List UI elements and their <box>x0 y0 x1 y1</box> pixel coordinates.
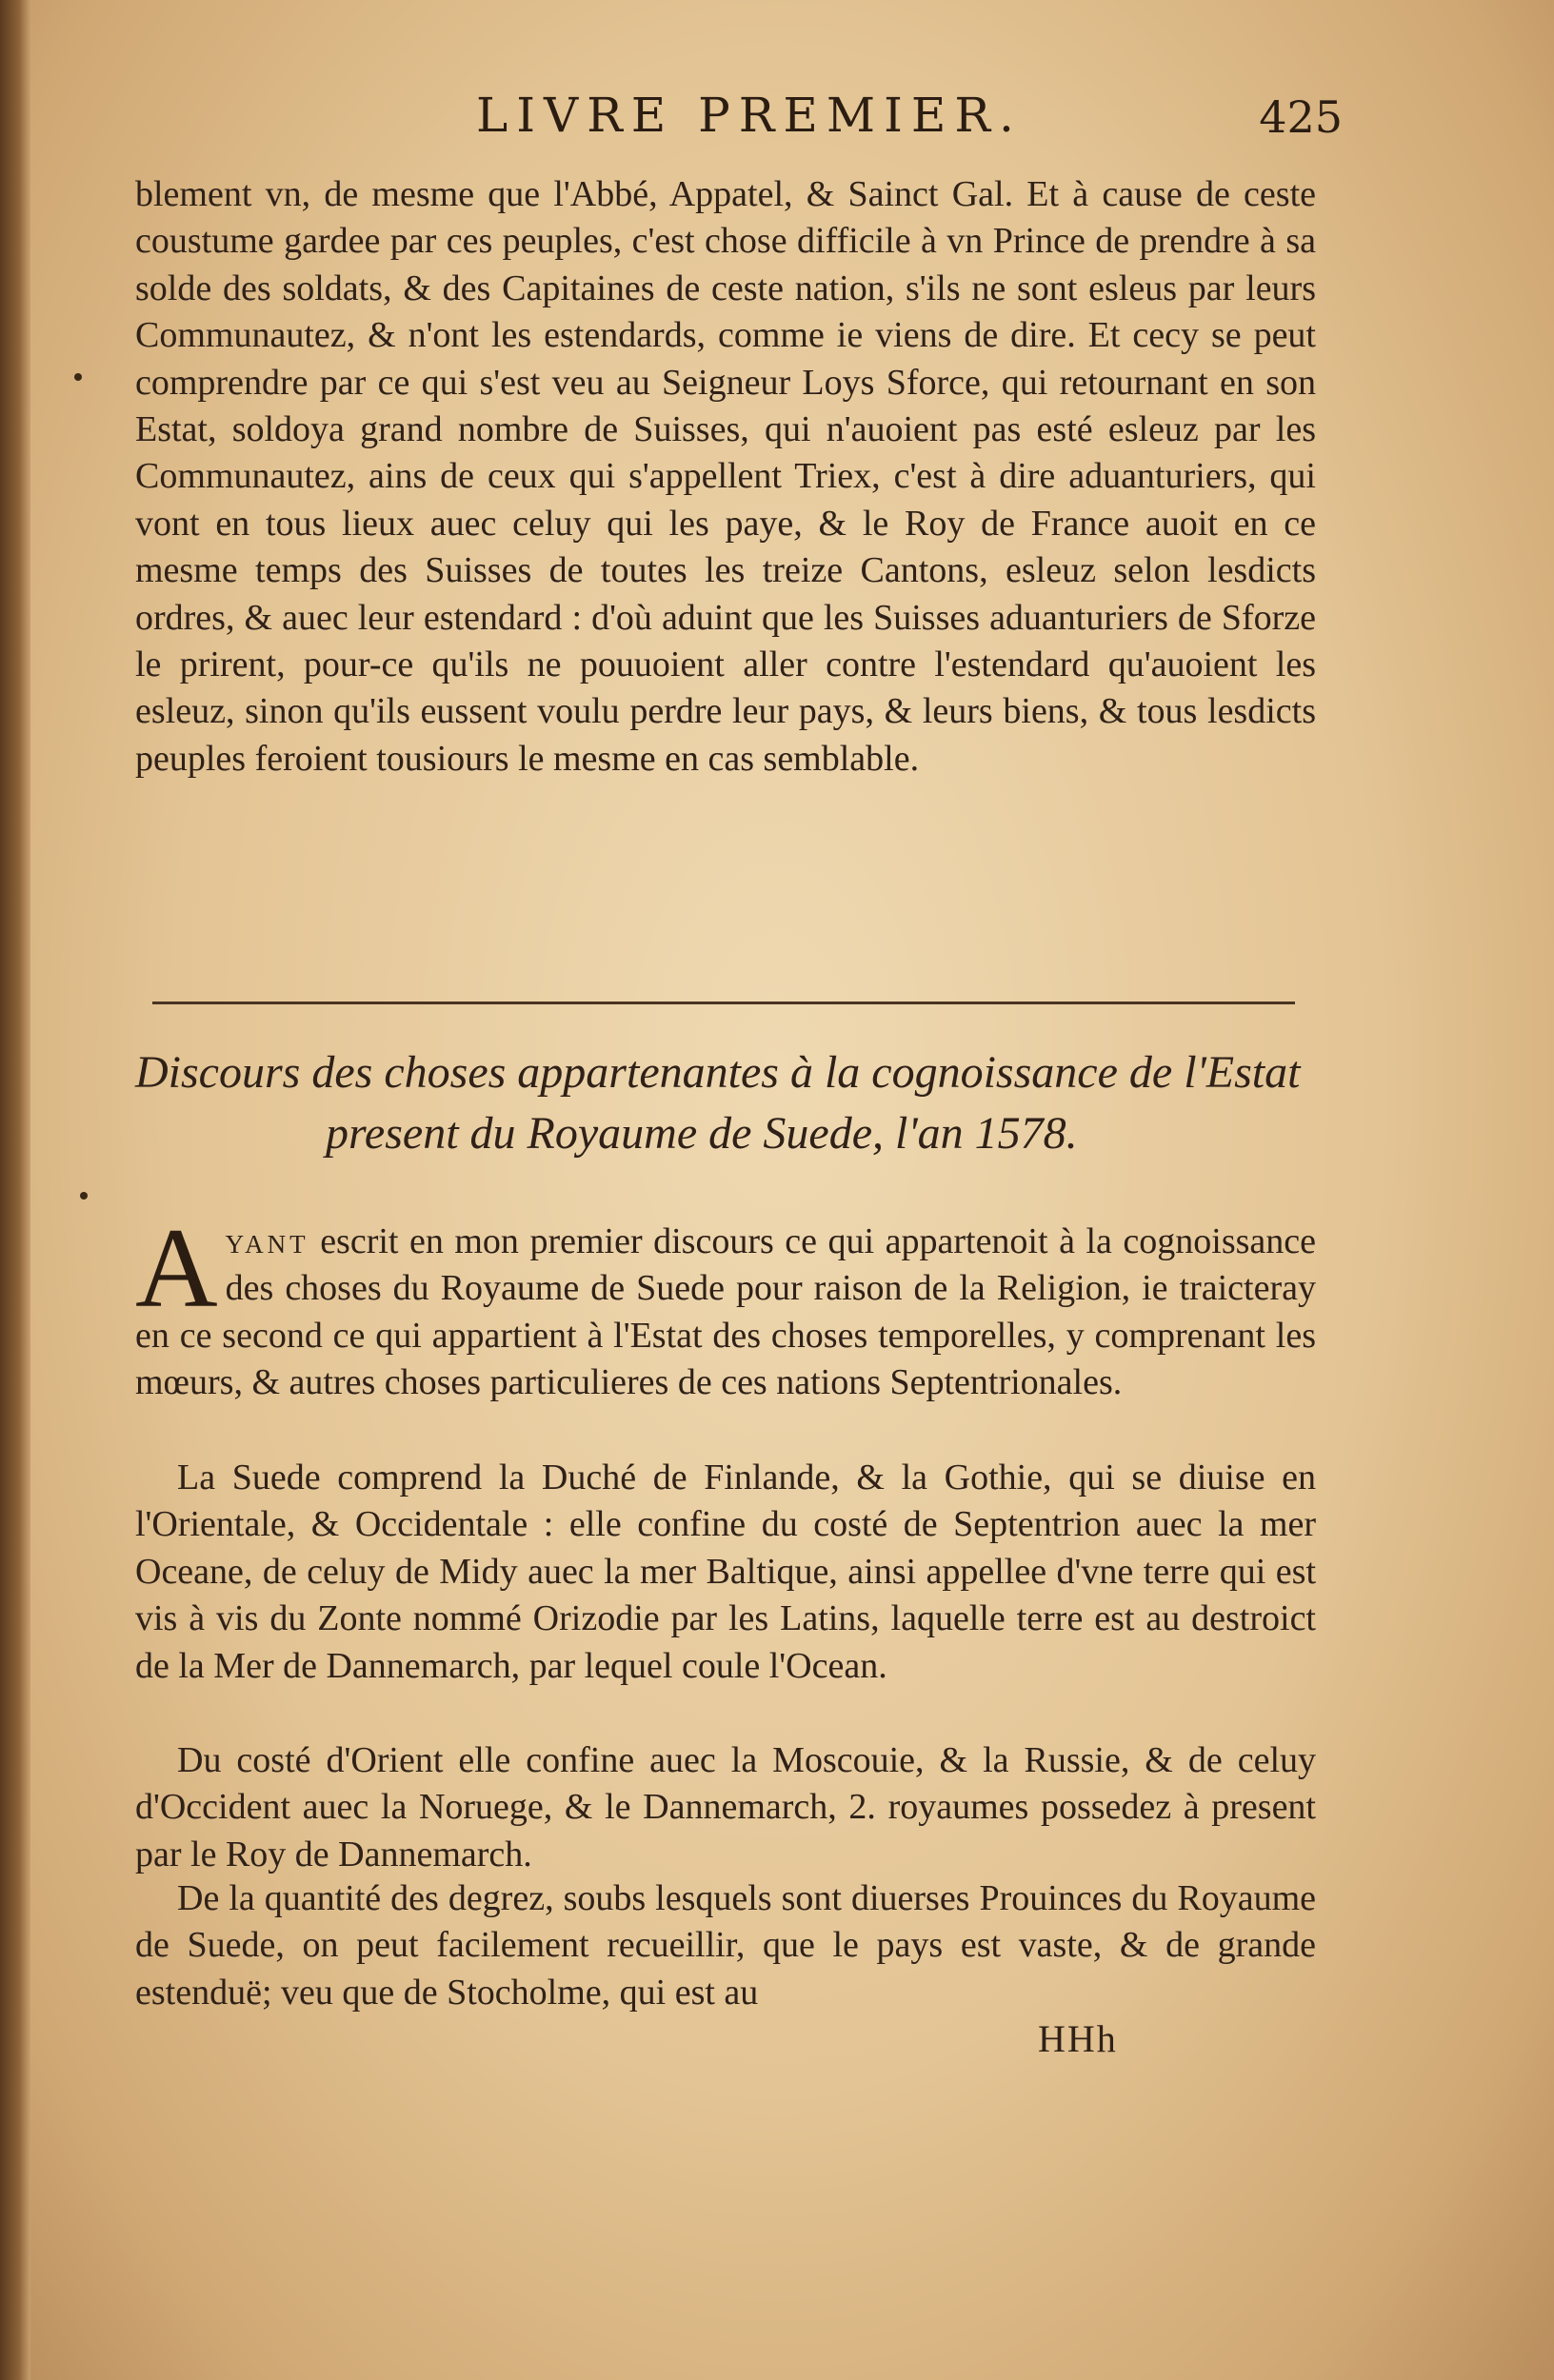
page-header <box>448 88 1343 154</box>
page-gutter-shadow <box>0 0 30 2380</box>
page-number: 425 <box>1259 91 1343 143</box>
section-divider-rule <box>152 1002 1295 1004</box>
section-heading-line-1: Discours des choses appartenantes à la cognoissance de l'Estat <box>135 1047 1301 1098</box>
running-head: LIVRE PREMIER. <box>476 88 1023 143</box>
paragraph-suede-geography: La Suede comprend la Duché de Finlande, & la Gothie, qui se diuise en l'Orientale, & Occidentale : elle confine du costé de Septentrion auec la mer Oceane, de celuy de Midy auec la mer Baltique, ainsi appellee d'vne terre qui est vis à vis du Zonte nommé Orizodie par les Latins, laquelle terre est au destroict de la Mer de Dannemarch, par lequel coule l'Ocean. <box>135 1458 1316 1686</box>
paragraph-suede-borders: Du costé d'Orient elle confine auec la Moscouie, & la Russie, & de celuy d'Occident auec la Noruege, & le Dannemarch, 2. royaumes possedez à present par le Roy de Dannemarch. <box>135 1740 1316 1874</box>
paragraph-opening <box>135 1204 1316 1407</box>
margin-mark <box>80 1192 88 1200</box>
opening-paragraph-text: escrit en mon premier discours ce qui appartenoit à la cognoissance des choses du Royaume de Suede pour raison de la Religion, ie traicteray en ce second ce qui appartient à l'Estat des choses temporelles, y comprenant les mœurs, & autres choses particulieres de ces nations Septentrionales. <box>135 1221 1316 1403</box>
paragraph-suede-degrees: De la quantité des degrez, soubs lesquels sont diuerses Prouinces du Royaume de Suede, on peut facilement recueillir, que le pays est vaste, & de grande estenduë; veu que de Stocholme, qui est au <box>135 1878 1316 2013</box>
drop-cap: A <box>135 1204 218 1331</box>
section-heading-line-2: present du Royaume de Suede, l'an 1578. <box>326 1108 1078 1159</box>
signature-catchword: HHh <box>1038 2017 1118 2060</box>
opening-small-caps: yant <box>225 1221 309 1261</box>
section-heading <box>135 1042 1316 1164</box>
paragraph-continuation: blement vn, de mesme que l'Abbé, Appatel, & Sainct Gal. Et à cause de ceste coustume gardee par ces peuples, c'est chose difficile à vn Prince de prendre à sa solde des soldats, & des Capitaines de ceste nation, s'ils ne sont esleus par leurs Communautez, & n'ont les estendards, comme ie viens de dire. Et cecy se peut comprendre par ce qui s'est veu au Seigneur Loys Sforce, qui retournant en son Estat, soldoya grand nombre de Suisses, qui n'auoient pas esté esleuz par les Communautez, ains de ceux qui s'appellent Triex, c'est à dire aduanturiers, qui vont en tous lieux auec celuy qui les paye, & le Roy de France auoit en ce mesme temps des Suisses de toutes les treize Cantons, esleuz selon lesdicts ordres, & auec leur estendard : d'où aduint que les Suisses aduanturiers de Sforze le prirent, pour-ce qu'ils ne pouuoient aller contre l'estendard qu'auoient les esleuz, sinon qu'ils eussent voulu perdre leur pays, & leurs biens, & tous lesdicts peuples feroient tousiours le mesme en cas semblable. <box>135 174 1316 779</box>
margin-mark <box>74 373 82 381</box>
